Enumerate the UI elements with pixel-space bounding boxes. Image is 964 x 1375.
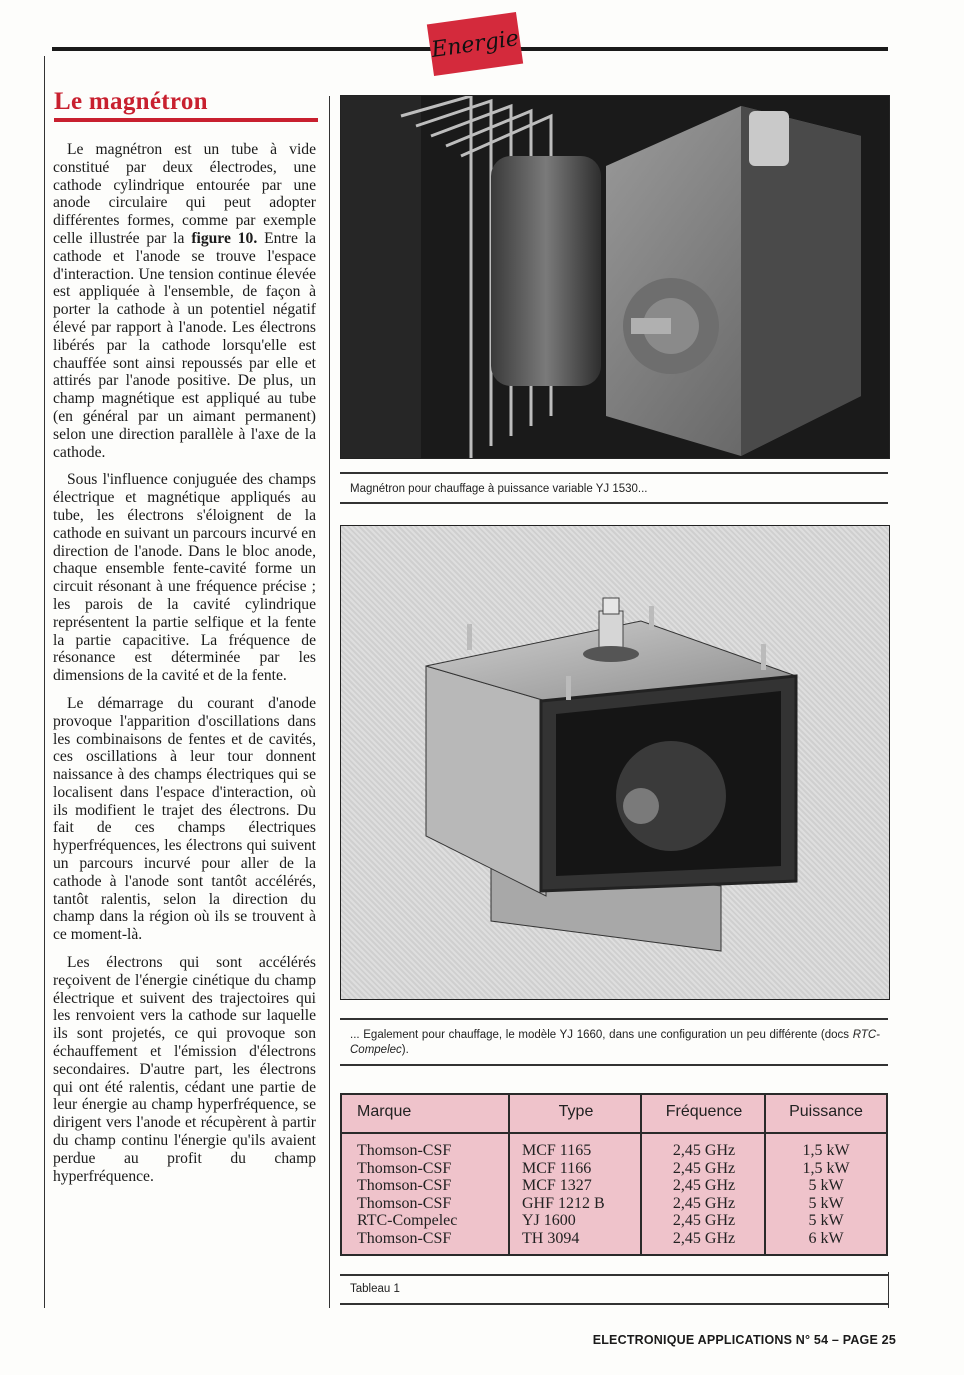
section-tag-label: Energie <box>429 25 521 63</box>
caption-1-top-rule <box>340 472 888 474</box>
table-cell-type: MCF 1165 <box>522 1142 592 1159</box>
table-cell-puissance: 5 kW <box>808 1177 844 1195</box>
article-title: Le magnétron <box>54 88 208 115</box>
table-cell-frequence: 2,45 GHz <box>672 1177 736 1195</box>
table-cell-marque: Thomson-CSF <box>357 1159 452 1177</box>
caption-2-bottom-rule <box>340 1064 888 1066</box>
table-cell-marque: Thomson-CSF <box>357 1177 452 1195</box>
table-cell-frequence: 2,45 GHz <box>672 1142 736 1159</box>
column-divider <box>329 96 330 1308</box>
photo-2-caption-end: ). <box>401 1044 409 1056</box>
magnetron-spec-table <box>340 1093 888 1256</box>
caption-3-bottom-rule <box>340 1303 888 1305</box>
table-cell-marque: Thomson-CSF <box>357 1194 452 1212</box>
table-cell-frequence: 2,45 GHz <box>672 1230 736 1247</box>
table-cell-puissance: 5 kW <box>808 1212 844 1230</box>
paragraph-1-text-a: Le magnétron est un tube à vide constitué par deux électrodes, une cathode cylindrique entourée par une anode circulaire qui peut adopter différentes formes, comme par exemple celle illustrée par la <box>53 141 316 247</box>
caption-3-top-rule <box>340 1274 888 1276</box>
table-header-puissance: Puissance <box>789 1103 863 1120</box>
table-cell-type: MCF 1166 <box>522 1159 592 1177</box>
photo-2-caption <box>350 1028 880 1058</box>
right-margin-rule <box>888 1272 889 1308</box>
photo-2-caption-text: ... Egalement pour chauffage, le modèle YJ 1660, dans une configuration un peu différente (docs <box>350 1029 853 1041</box>
magnetron-photo-yj1530 <box>340 95 890 459</box>
left-margin-rule <box>44 56 45 1308</box>
table-header-rule <box>342 1132 886 1134</box>
section-tag <box>427 12 523 76</box>
paragraph-1 <box>53 141 316 461</box>
paragraph-2: Sous l'influence conjuguée des champs électrique et magnétique appliqués au tube, les électrons s'éloignent de la cathode en suivant un parcours incurvé en direction de l'anode. Dans le bloc anode, chaque ensemble fente-cavité forme un circuit résonant à une fréquence précise ; les parois de la cavité cylindrique représentent la partie selfique et la fente la partie capacitive. La fréquence de résonance est déterminée par les dimensions de la cavité et de la fente. <box>53 471 316 685</box>
caption-1-bottom-rule <box>340 502 888 504</box>
table-header-marque: Marque <box>357 1103 412 1120</box>
table-cell-marque: RTC-Compelec <box>357 1212 458 1230</box>
table-cell-marque: Thomson-CSF <box>357 1230 452 1247</box>
table-cell-type: YJ 1600 <box>522 1212 576 1230</box>
table-cell-puissance: 1,5 kW <box>802 1142 850 1159</box>
table-cell-marque: Thomson-CSF <box>357 1142 452 1159</box>
photo-2-caption-source: RTC-Compelec <box>350 1029 880 1056</box>
table-cell-type: TH 3094 <box>522 1230 580 1247</box>
table-caption: Tableau 1 <box>350 1283 400 1295</box>
table-cell-frequence: 2,45 GHz <box>672 1194 736 1212</box>
table-header-type: Type <box>558 1103 594 1120</box>
table-cell-frequence: 2,45 GHz <box>672 1159 736 1177</box>
table-cell-puissance: 1,5 kW <box>802 1159 850 1177</box>
title-underline <box>54 118 318 122</box>
figure-reference: figure 10. <box>191 229 258 247</box>
paragraph-3: Le démarrage du courant d'anode provoque l'apparition d'oscillations dans les combinaisons de fentes et de cavités, ces oscillations à leur tour donnent naissance à des champs électriques qui se localisent dans l'espace d'interaction, où ils modifient le trajet des électrons. Du fait de ces champs électriques hyperfréquences, les électrons qui suivent un parcours incurvé pour aller de la cathode à l'anode sont tantôt accélérés, tantôt ralentis, selon la direction du champ dans la région où ils se trouvent à ce moment-là. <box>53 694 316 944</box>
paragraph-4: Les électrons qui sont accélérés reçoivent de l'énergie cinétique du champ électrique et suivent des trajectoires qui les renvoient vers la cathode sur laquelle ils sont projetés, ce qui provoque son échauffement et l'émission d'électrons secondaires. D'autre part, les électrons qui ont été ralentis, cédant une partie de leur énergie au champ hyperfréquence, se dirigent vers l'anode et récupèrent à partir du champ continu l'énergie qu'ils avaient perdue au profit du champ hyperfréquence. <box>53 954 316 1185</box>
table-cell-puissance: 6 kW <box>808 1230 844 1247</box>
table-cell-type: GHF 1212 B <box>522 1194 605 1212</box>
table-cell-frequence: 2,45 GHz <box>672 1212 736 1230</box>
table-cell-puissance: 5 kW <box>808 1194 844 1212</box>
paragraph-1-text-b: Entre la cathode et l'anode se trouve l'espace d'interaction. Une tension continue élevée est appliquée à l'ensemble, de façon à porter la cathode à un potentiel négatif élevé par rapport à l'anode. Les électrons libérés par la cathode lorsqu'elle est chauffée sont ainsi repoussés par elle et attirés par l'anode positive. De plus, un champ magnétique est appliqué au tube (en général par un aimant permanent) selon une direction parallèle à l'axe de la cathode. <box>53 229 316 461</box>
table-cell-type: MCF 1327 <box>522 1177 592 1195</box>
article-body <box>53 141 316 1195</box>
page-footer: ELECTRONIQUE APPLICATIONS N° 54 – PAGE 25 <box>592 1333 896 1347</box>
table-header-frequence: Fréquence <box>665 1103 743 1120</box>
caption-2-top-rule <box>340 1018 888 1020</box>
magnetron-photo-yj1660 <box>340 525 890 1000</box>
photo-1-caption: Magnétron pour chauffage à puissance variable YJ 1530... <box>350 483 648 495</box>
